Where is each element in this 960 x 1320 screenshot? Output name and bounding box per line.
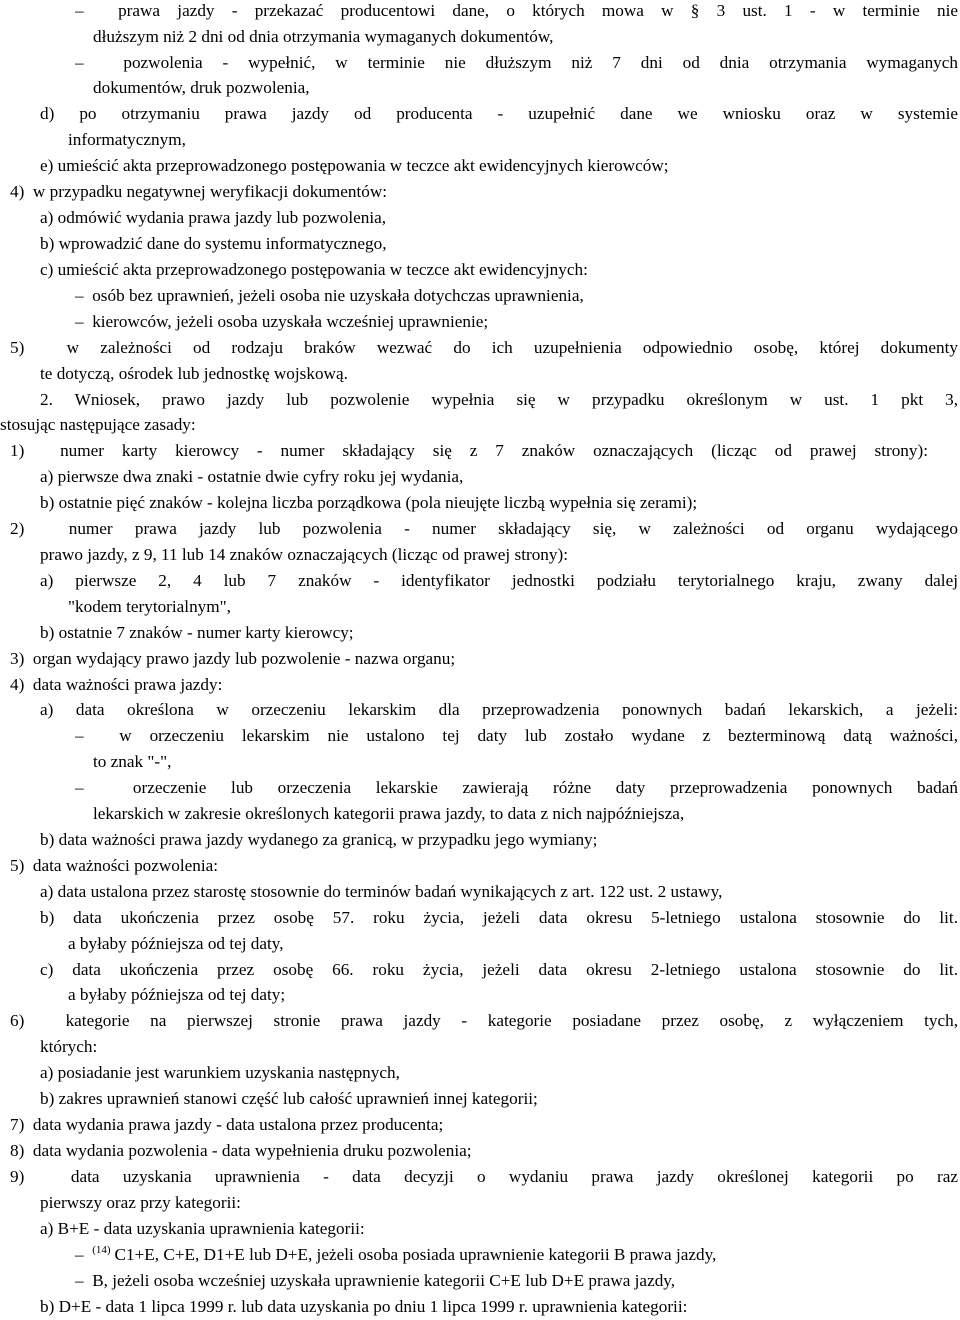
- text-line: a byłaby późniejsza od tej daty;: [68, 985, 286, 1004]
- text-line: a) B+E - data uzyskania uprawnienia kategorii:: [40, 1219, 365, 1238]
- text-line: [75, 1242, 716, 1268]
- text-line: informatycznym,: [68, 130, 186, 149]
- text-line: e) umieścić akta przeprowadzonego postępowania w teczce akt ewidencyjnych kierowców;: [40, 156, 669, 175]
- text-line: 5) w zależności od rodzaju braków wezwać do ich uzupełnienia odpowiednio osobę, której dokumenty: [10, 338, 958, 357]
- text-line: 2. Wniosek, prawo jazdy lub pozwolenie wypełnia się w przypadku określonym w ust. 1 pkt 3,: [40, 390, 958, 409]
- text-line-content: C1+E, C+E, D1+E lub D+E, jeżeli osoba posiada uprawnienie kategorii B prawa jazdy,: [114, 1245, 717, 1264]
- text-line: 7) data wydania prawa jazdy - data ustalona przez producenta;: [10, 1115, 444, 1134]
- text-line: a) pierwsze dwa znaki - ostatnie dwie cyfry roku jej wydania,: [40, 467, 464, 486]
- text-line: te dotyczą, ośrodek lub jednostkę wojskową.: [40, 364, 348, 383]
- footnote-marker: (14): [92, 1244, 111, 1256]
- text-line: 8) data wydania pozwolenia - data wypełnienia druku pozwolenia;: [10, 1141, 472, 1160]
- text-line: 1) numer karty kierowcy - numer składający się z 7 znaków oznaczających (licząc od prawej strony):: [10, 441, 928, 460]
- text-line: to znak "-",: [93, 752, 172, 771]
- text-line: b) data ważności prawa jazdy wydanego za granicą, w przypadku jego wymiany;: [40, 830, 598, 849]
- text-line: a) posiadanie jest warunkiem uzyskania następnych,: [40, 1063, 400, 1082]
- text-line: – B, jeżeli osoba wcześniej uzyskała uprawnienie kategorii C+E lub D+E prawa jazdy,: [75, 1271, 676, 1290]
- text-line: b) ostatnie 7 znaków - numer karty kierowcy;: [40, 623, 354, 642]
- text-line: 9) data uzyskania uprawnienia - data decyzji o wydaniu prawa jazdy określonej kategorii po raz: [10, 1167, 958, 1186]
- dash-marker: –: [75, 1245, 93, 1264]
- text-line: stosując następujące zasady:: [0, 415, 196, 434]
- text-line: 3) organ wydający prawo jazdy lub pozwolenie - nazwa organu;: [10, 649, 456, 668]
- text-line: a) data określona w orzeczeniu lekarskim dla przeprowadzenia ponownych badań lekarskich, a jeżeli:: [40, 700, 958, 719]
- text-line: b) zakres uprawnień stanowi część lub całość uprawnień innej kategorii;: [40, 1089, 538, 1108]
- text-line: – w orzeczeniu lekarskim nie ustalono tej daty lub zostało wydane z bezterminową datą ważności,: [75, 726, 958, 745]
- text-line: – pozwolenia - wypełnić, w terminie nie dłuższym niż 7 dni od dnia otrzymania wymaganych: [75, 53, 958, 72]
- text-line: dłuższym niż 2 dni od dnia otrzymania wymaganych dokumentów,: [93, 27, 554, 46]
- text-line: 4) data ważności prawa jazdy:: [10, 675, 223, 694]
- text-line: d) po otrzymaniu prawa jazdy od producenta - uzupełnić dane we wniosku oraz w systemie: [40, 104, 958, 123]
- text-line: 5) data ważności pozwolenia:: [10, 856, 219, 875]
- text-line: 2) numer prawa jazdy lub pozwolenia - numer składający się, w zależności od organu wydającego: [10, 519, 958, 538]
- text-line: 6) kategorie na pierwszej stronie prawa jazdy - kategorie posiadane przez osobę, z wyłączeniem tych,: [10, 1011, 958, 1030]
- text-line: – kierowców, jeżeli osoba uzyskała wcześniej uprawnienie;: [75, 312, 489, 331]
- text-line: 4) w przypadku negatywnej weryfikacji dokumentów:: [10, 182, 388, 201]
- text-line: c) data ukończenia przez osobę 66. roku życia, jeżeli data okresu 2-letniego ustalona stosownie do lit.: [40, 960, 958, 979]
- text-line: a) pierwsze 2, 4 lub 7 znaków - identyfikator jednostki podziału terytorialnego kraju, zwany dalej: [40, 571, 958, 590]
- text-line: których:: [40, 1037, 98, 1056]
- text-line: a byłaby późniejsza od tej daty,: [68, 934, 284, 953]
- text-line: dokumentów, druk pozwolenia,: [93, 78, 310, 97]
- text-line: "kodem terytorialnym",: [68, 597, 231, 616]
- text-line: a) data ustalona przez starostę stosownie do terminów badań wynikających z art. 122 ust. 2 ustawy,: [40, 882, 723, 901]
- text-line: c) umieścić akta przeprowadzonego postępowania w teczce akt ewidencyjnych:: [40, 260, 588, 279]
- text-line: lekarskich w zakresie określonych kategorii prawa jazdy, to data z nich najpóźniejsza,: [93, 804, 685, 823]
- text-line: – orzeczenie lub orzeczenia lekarskie zawierają różne daty przeprowadzenia ponownych badań: [75, 778, 958, 797]
- text-line: b) wprowadzić dane do systemu informatycznego,: [40, 234, 387, 253]
- text-line: b) ostatnie pięć znaków - kolejna liczba porządkowa (pola nieujęte liczbą wypełnia się zerami);: [40, 493, 698, 512]
- text-line: pierwszy oraz przy kategorii:: [40, 1193, 241, 1212]
- text-line: – osób bez uprawnień, jeżeli osoba nie uzyskała dotychczas uprawnienia,: [75, 286, 584, 305]
- text-line: a) odmówić wydania prawa jazdy lub pozwolenia,: [40, 208, 387, 227]
- text-line: – prawa jazdy - przekazać producentowi dane, o których mowa w § 3 ust. 1 - w terminie nie: [75, 1, 958, 20]
- text-line: b) data ukończenia przez osobę 57. roku życia, jeżeli data okresu 5-letniego ustalona stosownie do lit.: [40, 908, 958, 927]
- text-line: b) D+E - data 1 lipca 1999 r. lub data uzyskania po dniu 1 lipca 1999 r. uprawnienia kategorii:: [40, 1297, 688, 1316]
- text-line: prawo jazdy, z 9, 11 lub 14 znaków oznaczających (licząc od prawej strony):: [40, 545, 568, 564]
